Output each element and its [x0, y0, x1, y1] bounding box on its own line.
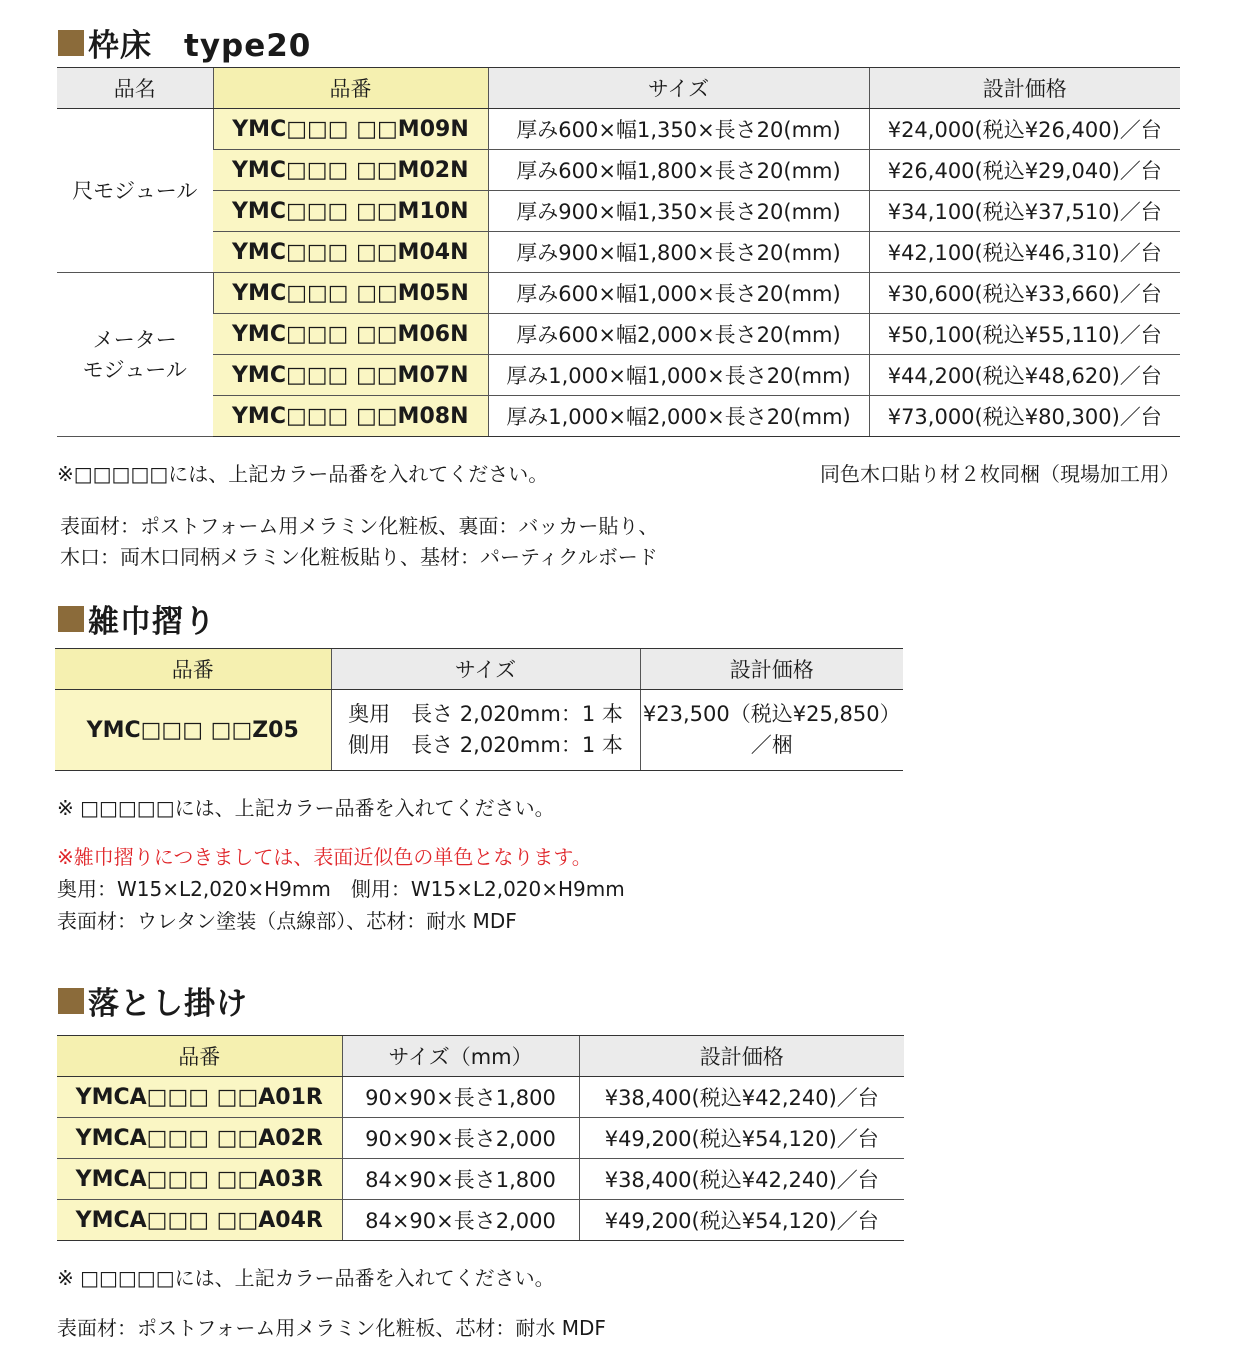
header-hinban: 品番 — [57, 1036, 342, 1077]
header-hinban: 品番 — [55, 649, 331, 690]
product-size: 厚み600×幅1,350×長さ20(mm) — [488, 109, 869, 150]
table-row — [57, 1077, 904, 1118]
included-parts-note: 同色木口貼り材２枚同梱（現場加工用） — [820, 462, 1180, 486]
table-header-row — [55, 649, 903, 690]
product-size: 厚み600×幅1,000×長さ20(mm) — [488, 273, 869, 314]
header-size: サイズ（mm） — [342, 1036, 579, 1077]
size-line-1: 奥用 長さ 2,020mm：1 本 — [348, 702, 623, 726]
square-bullet-icon — [58, 606, 84, 632]
material-line-2: 木口：両木口同柄メラミン化粧板貼り、基材：パーティクルボード — [60, 545, 658, 569]
product-size: 厚み900×幅1,800×長さ20(mm) — [488, 232, 869, 273]
section-title-text: 枠床 type20 — [88, 28, 312, 64]
section-title-text: 落とし掛け — [88, 986, 248, 1022]
otoshigake-table — [57, 1035, 904, 1241]
product-code: YMCA□□□ □□A01R — [57, 1077, 342, 1118]
product-price: ¥34,100(税込¥37,510)／台 — [869, 191, 1180, 232]
table-row — [57, 191, 1180, 232]
group-shaku-module: 尺モジュール — [57, 109, 213, 273]
table-row — [57, 150, 1180, 191]
table-row — [57, 109, 1180, 150]
table-header-row — [57, 1036, 904, 1077]
product-code: YMCA□□□ □□A03R — [57, 1159, 342, 1200]
size-line-2: 側用 長さ 2,020mm：1 本 — [348, 733, 623, 757]
color-code-note: ※ □□□□□には、上記カラー品番を入れてください。 — [57, 1266, 555, 1290]
product-price: ¥30,600(税込¥33,660)／台 — [869, 273, 1180, 314]
header-hinban: 品番 — [213, 68, 488, 109]
group-name-line2: モジュール — [82, 357, 187, 382]
product-code: YMC□□□ □□M09N — [213, 109, 488, 150]
table-header-row — [57, 68, 1180, 109]
table-row — [57, 1118, 904, 1159]
table-row — [57, 273, 1180, 314]
product-size: 厚み600×幅2,000×長さ20(mm) — [488, 314, 869, 355]
table-row — [57, 1159, 904, 1200]
table-row — [57, 355, 1180, 396]
section-title-text: 雑巾摺り — [88, 604, 216, 640]
product-price: ¥42,100(税込¥46,310)／台 — [869, 232, 1180, 273]
product-price: ¥24,000(税込¥26,400)／台 — [869, 109, 1180, 150]
product-price: ¥50,100(税込¥55,110)／台 — [869, 314, 1180, 355]
product-code: YMC□□□ □□M08N — [213, 396, 488, 437]
waku-yuka-table — [57, 67, 1180, 437]
product-price: ¥49,200(税込¥54,120)／台 — [579, 1118, 904, 1159]
table-row — [55, 690, 903, 771]
product-code: YMC□□□ □□M02N — [213, 150, 488, 191]
product-price: ¥38,400(税込¥42,240)／台 — [579, 1159, 904, 1200]
price-line-1: ¥23,500（税込¥25,850） — [642, 702, 901, 726]
product-code: YMC□□□ □□M04N — [213, 232, 488, 273]
color-code-note: ※□□□□□には、上記カラー品番を入れてください。 — [57, 462, 549, 486]
product-price: ¥38,400(税込¥42,240)／台 — [579, 1077, 904, 1118]
section-title-waku-yuka — [58, 20, 311, 65]
material-note: 表面材：ウレタン塗装（点線部）、芯材：耐水 MDF — [57, 909, 517, 933]
section-title-zoukinzuri — [58, 596, 216, 641]
product-price: ¥26,400(税込¥29,040)／台 — [869, 150, 1180, 191]
product-size: 84×90×長さ2,000 — [342, 1200, 579, 1241]
dimension-note: 奥用：W15×L2,020×H9mm 側用：W15×L2,020×H9mm — [57, 877, 625, 901]
header-hinmei: 品名 — [57, 68, 213, 109]
product-code: YMC□□□ □□M07N — [213, 355, 488, 396]
header-size: サイズ — [331, 649, 640, 690]
section-title-otoshigake — [58, 978, 248, 1023]
product-price: ¥49,200(税込¥54,120)／台 — [579, 1200, 904, 1241]
product-code: YMC□□□ □□M10N — [213, 191, 488, 232]
product-code: YMCA□□□ □□A02R — [57, 1118, 342, 1159]
single-color-warning: ※雑巾摺りにつきましては、表面近似色の単色となります。 — [57, 845, 592, 869]
header-price: 設計価格 — [640, 649, 903, 690]
zoukinzuri-table — [55, 648, 903, 771]
header-price: 設計価格 — [579, 1036, 904, 1077]
product-code: YMC□□□ □□Z05 — [55, 690, 331, 771]
table-row — [57, 232, 1180, 273]
material-note: 表面材：ポストフォーム用メラミン化粧板、芯材：耐水 MDF — [57, 1316, 606, 1340]
group-name-line1: メーター — [92, 327, 177, 352]
product-size: 厚み1,000×幅1,000×長さ20(mm) — [488, 355, 869, 396]
table-row — [57, 314, 1180, 355]
product-size: 厚み1,000×幅2,000×長さ20(mm) — [488, 396, 869, 437]
material-line-1: 表面材：ポストフォーム用メラミン化粧板、裏面：バッカー貼り、 — [60, 514, 659, 538]
product-size: 90×90×長さ2,000 — [342, 1118, 579, 1159]
price-line-2: ／梱 — [750, 733, 793, 757]
product-code: YMC□□□ □□M05N — [213, 273, 488, 314]
table-row — [57, 396, 1180, 437]
product-size — [331, 690, 640, 771]
product-price: ¥73,000(税込¥80,300)／台 — [869, 396, 1180, 437]
product-code: YMCA□□□ □□A04R — [57, 1200, 342, 1241]
table-row — [57, 1200, 904, 1241]
header-size: サイズ — [488, 68, 869, 109]
square-bullet-icon — [58, 30, 84, 56]
color-code-note: ※ □□□□□には、上記カラー品番を入れてください。 — [57, 796, 555, 820]
header-price: 設計価格 — [869, 68, 1180, 109]
product-size: 厚み900×幅1,350×長さ20(mm) — [488, 191, 869, 232]
product-size: 厚み600×幅1,800×長さ20(mm) — [488, 150, 869, 191]
product-code: YMC□□□ □□M06N — [213, 314, 488, 355]
product-size: 90×90×長さ1,800 — [342, 1077, 579, 1118]
group-meter-module — [57, 273, 213, 437]
product-price: ¥44,200(税込¥48,620)／台 — [869, 355, 1180, 396]
product-size: 84×90×長さ1,800 — [342, 1159, 579, 1200]
square-bullet-icon — [58, 988, 84, 1014]
product-price — [640, 690, 903, 771]
